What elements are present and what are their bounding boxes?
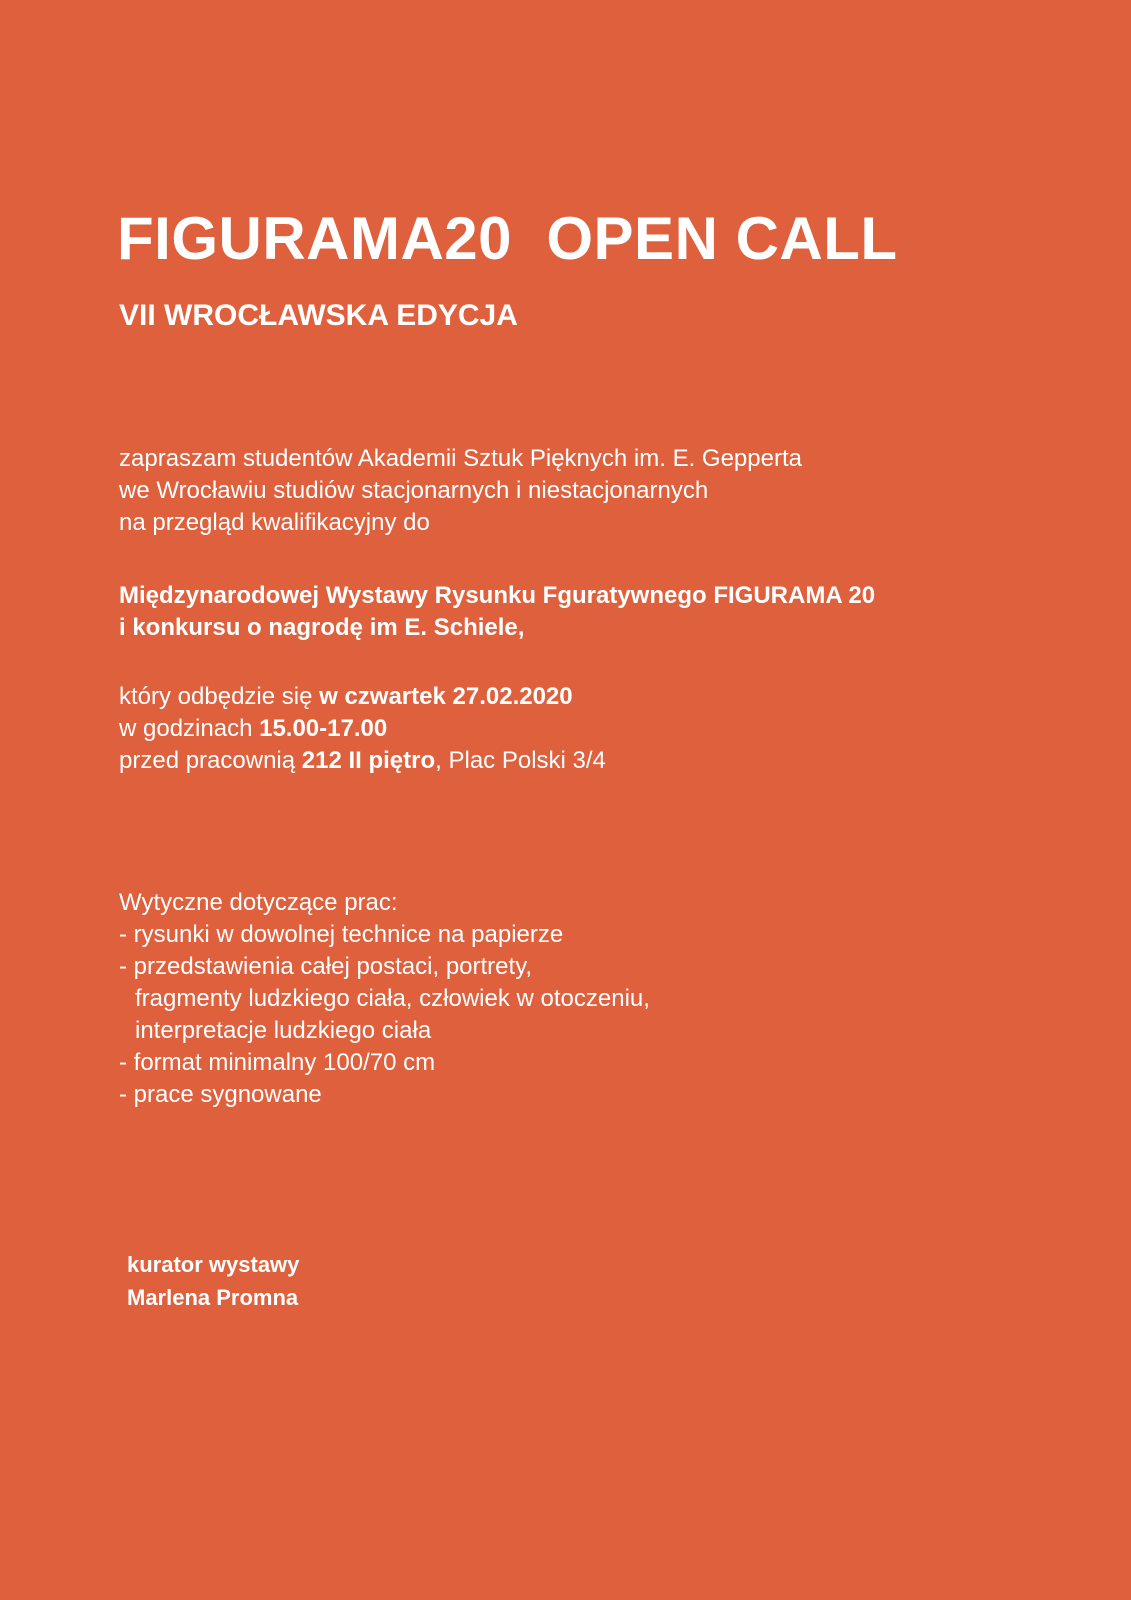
event-date: w czwartek 27.02.2020 xyxy=(319,683,573,710)
curator-label: kurator wystawy xyxy=(127,1252,300,1277)
invitation-line: we Wrocławiu studiów stacjonarnych i niestacjonarnych xyxy=(119,477,709,504)
event-place-prefix: przed pracownią xyxy=(119,747,302,774)
exhibition-line: Międzynarodowej Wystawy Rysunku Fguratywnego FIGURAMA 20 xyxy=(119,582,876,609)
event-address: , Plac Polski 3/4 xyxy=(435,747,606,774)
event-hours-prefix: w godzinach xyxy=(119,715,260,742)
guideline-item-continuation: interpretacje ludzkiego ciała xyxy=(135,1017,432,1044)
event-date-prefix: który odbędzie się xyxy=(119,683,320,710)
event-room: 212 II piętro xyxy=(301,747,436,774)
poster-subtitle: VII WROCŁAWSKA EDYCJA xyxy=(119,299,518,332)
guidelines-heading: Wytyczne dotyczące prac: xyxy=(119,889,398,916)
invitation-line: na przegląd kwalifikacyjny do xyxy=(119,509,430,536)
event-details xyxy=(119,681,606,777)
guideline-item: - format minimalny 100/70 cm xyxy=(119,1049,436,1076)
event-hours-line xyxy=(119,713,606,745)
exhibition-line: i konkursu o nagrodę im E. Schiele, xyxy=(119,614,525,641)
invitation-line: zapraszam studentów Akademii Sztuk Pięknych im. E. Gepperta xyxy=(119,445,802,472)
guideline-item: - rysunki w dowolnej technice na papierze xyxy=(119,921,564,948)
invitation-paragraph xyxy=(119,443,802,539)
exhibition-name xyxy=(119,580,875,644)
curator-name: Marlena Promna xyxy=(127,1285,299,1310)
poster-title: FIGURAMA20 OPEN CALL xyxy=(117,205,898,272)
guideline-item: - przedstawienia całej postaci, portrety, xyxy=(119,953,533,980)
guideline-item: - prace sygnowane xyxy=(119,1081,322,1108)
work-guidelines xyxy=(119,887,650,1111)
event-hours: 15.00-17.00 xyxy=(259,715,388,742)
guideline-item-continuation: fragmenty ludzkiego ciała, człowiek w otoczeniu, xyxy=(135,985,650,1012)
event-place-line xyxy=(119,745,606,777)
curator-credit xyxy=(127,1248,299,1314)
event-date-line xyxy=(119,681,606,713)
